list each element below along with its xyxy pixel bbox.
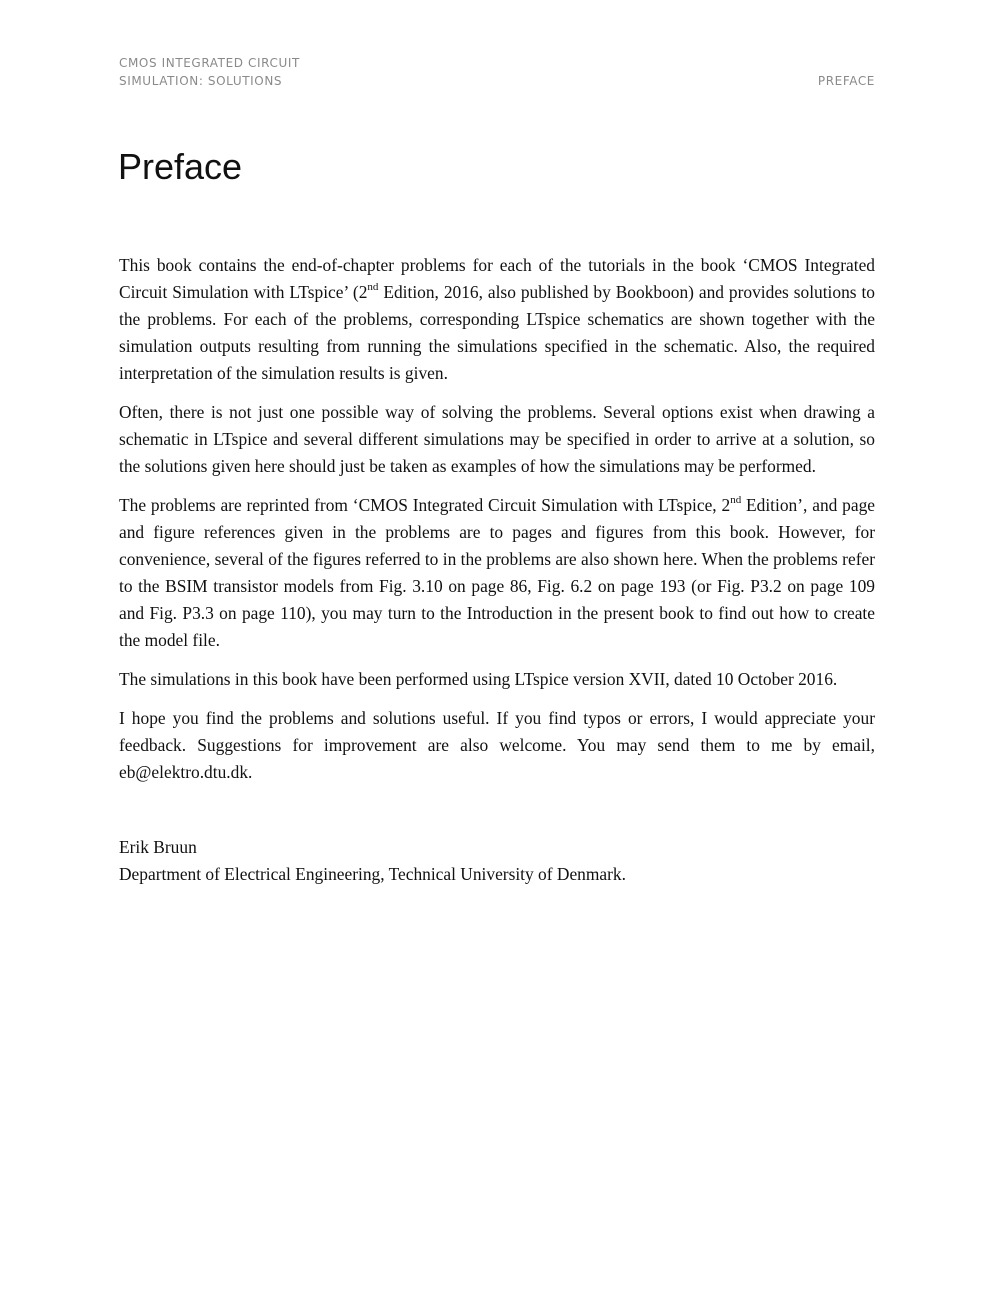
body-text — [119, 252, 875, 798]
paragraph-2: Often, there is not just one possible way of solving the problems. Several options exist when drawing a schematic in LTspice and several different simulations may be specified in order to arrive at a solution, so the solutions given here should just be taken as examples of how the simulations may be performed. — [119, 402, 875, 476]
paragraph-3-part-a: The problems are reprinted from ‘CMOS Integrated Circuit Simulation with LTspice, 2 — [119, 495, 731, 515]
paragraph-3 — [119, 492, 875, 654]
paragraph-1-part-a: This book contains the end-of-chapter problems for each of the tutorials in the book ‘CMOS Integrated Circuit Simulation with LTspice’ (2 — [119, 255, 875, 302]
book-title-line-2: SIMULATION: SOLUTIONS — [119, 74, 283, 88]
paragraph-1-part-b: Edition, 2016, also published by Bookboon) and provides solutions to the problems. For each of the problems, corresponding LTspice schematics are shown together with the simulation outputs resulting from running the simulations specified in the schematic. Also, the required interpretation of the simulation results is given. — [119, 282, 875, 383]
author-affiliation: Department of Electrical Engineering, Technical University of Denmark. — [119, 864, 626, 884]
paragraph-3-part-b: Edition’, and page and figure references given in the problems are to pages and figures from this book. However, for convenience, several of the figures referred to in the problems are also shown here. When the problems refer to the BSIM transistor models from Fig. 3.10 on page 86, Fig. 6.2 on page 193 (or Fig. P3.2 on page 109 and Fig. P3.3 on page 110), you may turn to the Introduction in the present book to find out how to create the model file. — [119, 495, 876, 650]
author-name: Erik Bruun — [119, 837, 197, 857]
running-header — [119, 54, 875, 94]
paragraph-5: I hope you find the problems and solutions useful. If you find typos or errors, I would appreciate your feedback. Suggestions for improvement are also welcome. You may send them to me by email, eb@elektro.dtu.dk. — [119, 708, 875, 782]
signature — [119, 834, 875, 888]
section-name: PREFACE — [817, 74, 875, 88]
paragraph-4: The simulations in this book have been performed using LTspice version XVII, dated 10 October 2016. — [119, 669, 838, 689]
paragraph-1 — [119, 252, 875, 387]
page-title: Preface — [118, 146, 243, 187]
paragraph-3-superscript: nd — [730, 494, 742, 507]
book-title — [119, 54, 300, 90]
book-title-line-1: CMOS INTEGRATED CIRCUIT — [119, 56, 300, 70]
paragraph-1-superscript: nd — [367, 281, 379, 294]
